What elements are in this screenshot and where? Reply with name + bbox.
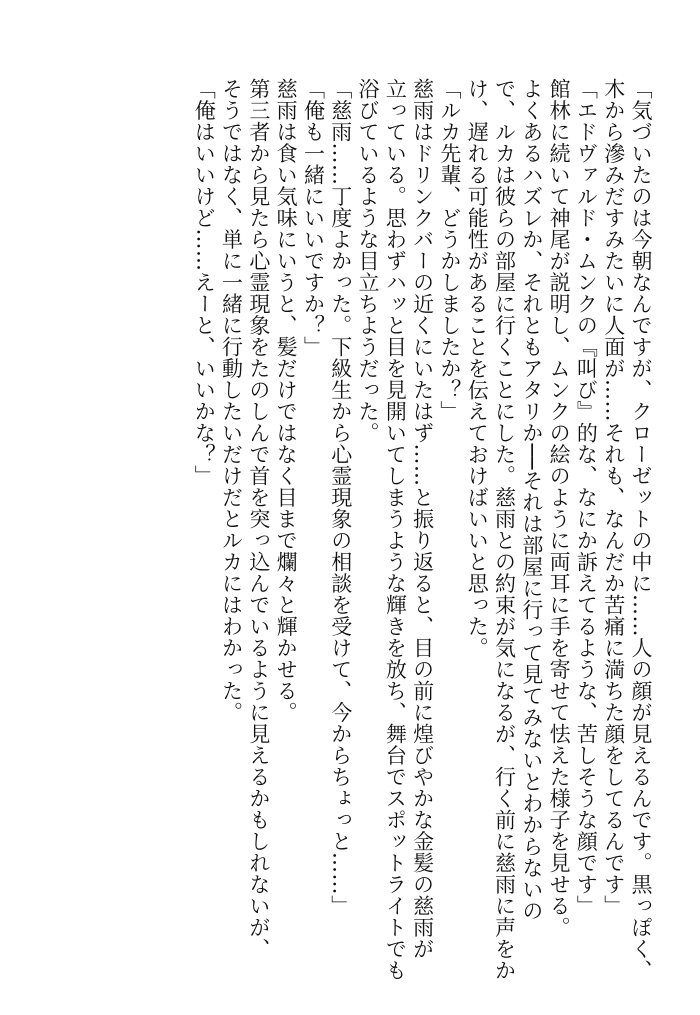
text-line: そうではなく、単に一緒に行動したいだけだとルカにはわかった。 (219, 78, 244, 723)
text-line: 「俺も一緒にいいですか？」 (301, 78, 326, 358)
text-line: 立っている。思わずハッと目を見開いてしまうような輝きを放ち、舞台でスポットライトでも (383, 78, 408, 981)
vertical-text-body (54, 78, 654, 981)
text-line: 「慈雨……丁度よかった。下級生から心霊現象の相談を受けて、今からちょっと……」 (328, 78, 353, 917)
text-line: 慈雨はドリンクバーの近くにいたはず……と振り返ると、目の前に煌びやかな金髪の慈雨が (410, 78, 435, 960)
text-line: 浴びているような目立ちようだった。 (356, 78, 381, 444)
text-line: 木から滲みだすみたいに人面が……それも、なんだか苦痛に満ちた顔をしてるんです」 (601, 78, 626, 917)
text-line: 「俺はいいけど……えーと、いいかな？」 (192, 78, 217, 487)
text-line: で、ルカは彼らの部屋に行くことにした。慈雨との約束が気になるが、行く前に慈雨に声をか (492, 78, 517, 981)
text-line: 「ルカ先輩、どうかしましたか？」 (437, 78, 462, 422)
text-line: け、遅れる可能性があることを伝えておけばいいと思った。 (465, 78, 490, 659)
text-line: 「エドヴァルド・ムンクの『叫び』的な、なにか訴えてるような、苦しそうな顔です」 (574, 78, 599, 917)
text-line: 「気づいたのは今朝なんですが、クローゼットの中に……人の顔が見えるんです。黒っぽく、 (629, 78, 653, 981)
text-line: 第三者から見たら心霊現象をたのしんで首を突っ込んでいるように見えるかもしれないが、 (246, 78, 271, 960)
text-line: よくあるハズレか、それともアタリか──それは部屋に行って見てみないとわからないの (519, 78, 544, 922)
text-line: 館林に続いて神尾が説明し、ムンクの絵のように両耳に手を寄せて怯えた様子を見せる。 (547, 78, 572, 938)
text-line: 慈雨は食い気味にいうと、髪だけではなく目まで爛々と輝かせる。 (274, 78, 299, 723)
